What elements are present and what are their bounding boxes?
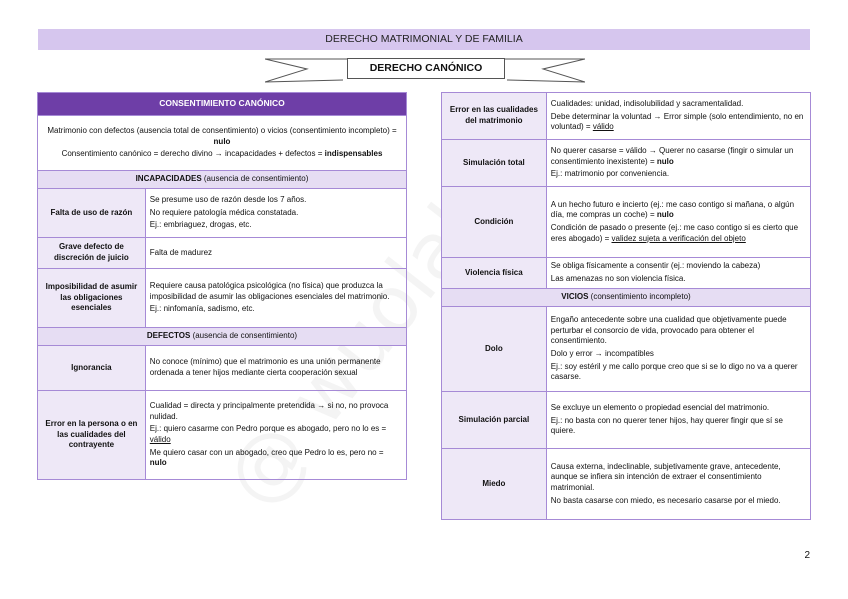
row-label: Imposibilidad de asumir las obligaciones esenciales [38, 269, 146, 328]
defectos-section [38, 328, 407, 346]
document-header-bar [38, 29, 810, 50]
row-label: Error en las cualidades del matrimonio [442, 93, 547, 140]
row-content: Falta de madurez [145, 238, 406, 269]
section-title: INCAPACIDADES (ausencia de consentimiento) [38, 171, 407, 189]
row-label: Condición [442, 187, 547, 258]
left-heading-row [38, 93, 407, 116]
table-row [38, 238, 407, 269]
row-content: No conoce (mínimo) que el matrimonio es una unión permanente ordenada a tener hijos mediante cierta cooperación sexual [145, 346, 406, 391]
row-content: Cualidades: unidad, indisolubilidad y sacramentalidad. Debe determinar la voluntad → Error simple (solo entendimiento, no en voluntad) = válido [546, 93, 810, 140]
section-title: DEFECTOS (ausencia de consentimiento) [38, 328, 407, 346]
row-content: Causa externa, indeclinable, subjetivamente grave, antecedente, aunque se infiera sin intención de extraer el consentimiento matrimonial. No basta casarse con miedo, es necesario casarse por el miedo. [546, 449, 810, 520]
row-content: No querer casarse = válido → Querer no casarse (fingir o simular un consentimiento inexistente) = nulo Ej.: matrimonio por conveniencia. [546, 140, 810, 187]
intro-row [38, 116, 407, 171]
table-row [442, 93, 811, 140]
row-label: Falta de uso de razón [38, 189, 146, 238]
row-label: Violencia física [442, 258, 547, 289]
left-table [37, 92, 407, 480]
table-row [38, 189, 407, 238]
row-label: Miedo [442, 449, 547, 520]
banner-title: DERECHO CANÓNICO [347, 58, 505, 79]
table-row [442, 392, 811, 449]
row-content: Se presume uso de razón desde los 7 años. No requiere patología médica constatada. Ej.: embriaguez, drogas, etc. [145, 189, 406, 238]
table-row [38, 391, 407, 480]
right-table [441, 92, 811, 520]
intro-line-1: Matrimonio con defectos (ausencia total de consentimiento) o vicios (consentimiento incompleto) = nulo [47, 126, 397, 146]
left-heading: CONSENTIMIENTO CANÓNICO [38, 93, 407, 116]
table-row [38, 269, 407, 328]
intro-line-2: Consentimiento canónico = derecho divino → incapacidades + defectos = indispensables [61, 149, 383, 159]
table-row [442, 449, 811, 520]
row-content: Se obliga físicamente a consentir (ej.: moviendo la cabeza) Las amenazas no son violencia física. [546, 258, 810, 289]
table-row [38, 346, 407, 391]
row-content: Se excluye un elemento o propiedad esencial del matrimonio. Ej.: no basta con no querer tener hijos, hay querer fingir que sí se quiere. [546, 392, 810, 449]
row-content: Engaño antecedente sobre una cualidad que objetivamente puede perturbar el consorcio de vida, provocado para obtener el consentimiento. Dolo y error → incompatibles Ej.: soy estéril y me callo porque creo que si se lo digo no va a querer casarse. [546, 307, 810, 392]
vicios-section [442, 289, 811, 307]
row-label: Error en la persona o en las cualidades del contrayente [38, 391, 146, 480]
section-title: VICIOS (consentimiento incompleto) [442, 289, 811, 307]
table-row [442, 187, 811, 258]
table-row [442, 140, 811, 187]
row-content: Requiere causa patológica psicológica (no física) que produzca la imposibilidad de asumir las obligaciones esenciales del matrimonio. Ej.: ninfomanía, sadismo, etc. [145, 269, 406, 328]
row-label: Simulación parcial [442, 392, 547, 449]
page-number: 2 [804, 550, 810, 561]
table-row [442, 258, 811, 289]
row-label: Simulación total [442, 140, 547, 187]
section-banner [265, 55, 585, 85]
incapacidades-section [38, 171, 407, 189]
row-label: Dolo [442, 307, 547, 392]
row-label: Ignorancia [38, 346, 146, 391]
intro-cell [38, 116, 407, 171]
table-row [442, 307, 811, 392]
row-content: Cualidad = directa y principalmente pretendida → si no, no provoca nulidad. Ej.: quiero casarme con Pedro porque es abogado, pero no lo es = válido Me quiero casar con un abogado, creo que Pedro lo es, pero no = nulo [145, 391, 406, 480]
row-label: Grave defecto de discreción de juicio [38, 238, 146, 269]
document-title: DERECHO MATRIMONIAL Y DE FAMILIA [325, 33, 523, 45]
row-content: A un hecho futuro e incierto (ej.: me caso contigo si mañana, o algún día, me compras un coche) = nulo Condición de pasado o presente (ej.: me caso contigo si es cierto que eres abogado) = validez sujeta a verificación del objeto [546, 187, 810, 258]
